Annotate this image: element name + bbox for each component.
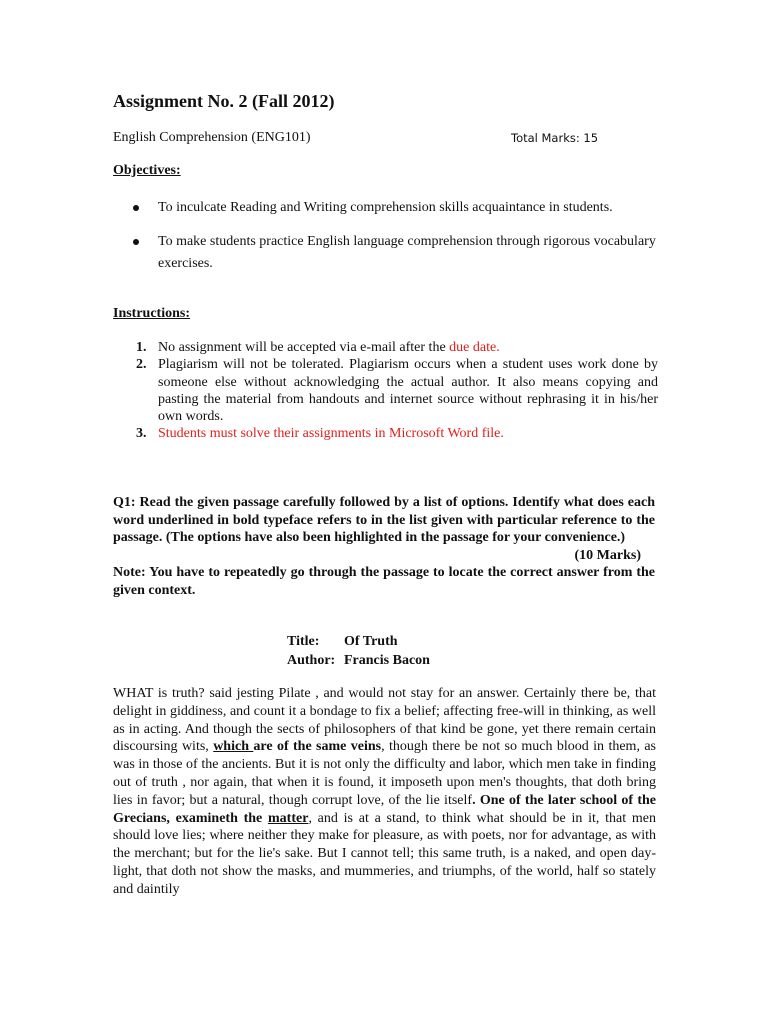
objectives-heading: Objectives:	[113, 163, 181, 178]
assignment-title: Assignment No. 2 (Fall 2012)	[113, 91, 335, 111]
bullet-icon	[133, 239, 139, 245]
instruction-item	[113, 339, 658, 356]
instructions-heading: Instructions:	[113, 306, 191, 321]
question-text: Q1: Read the given passage carefully followed by a list of options. Identify what does each word underlined in bold typeface refers to in the list given with particular reference to the passage. (The options have also been highlighted in the passage for your convenience.)	[113, 495, 655, 545]
instruction-text: No assignment will be accepted via e-mail after the	[158, 340, 450, 355]
title-label: Title:	[287, 634, 320, 649]
passage-paragraph	[113, 685, 656, 899]
passage-segment: WHAT is truth? said jesting Pilate , and would not stay for an answer. Certainly there be, that delight in giddiness, and count it a bondage to fix a belief; affecting free-will in thinking, as well as in acting. And though the sects of philosophers of that kind be gone, yet there remain certain discoursing wits,	[113, 686, 656, 755]
highlighted-option-grecians: . One of the later school of the Grecians, examineth the	[113, 792, 657, 826]
instruction-number: 2.	[136, 357, 147, 373]
course-name: English Comprehension (ENG101)	[113, 130, 311, 145]
bullet-icon	[133, 205, 139, 211]
instruction-item	[113, 425, 658, 442]
passage-segment: , and is at a stand, to think what should be in it, that men should love lies; where neither they make for pleasure, as with poets, nor for advantage, as with the merchant; but for the lie's sake. But I cannot tell; this same truth, is a naked, and open day-light, that doth not show the masks, and mummeries, and triumphs, of the world, half so stately and daintily	[113, 810, 656, 897]
author-value: Francis Bacon	[344, 653, 430, 668]
title-value: Of Truth	[344, 634, 398, 649]
instruction-number: 3.	[136, 426, 147, 442]
instruction-number: 1.	[136, 340, 147, 355]
instruction-text: Plagiarism will not be tolerated. Plagiarism occurs when a student uses work done by someone else without acknowledging the actual author. It also means copying and pasting the material from handouts and internet source without rephrasing it in his/her own words.	[158, 357, 658, 425]
author-label: Author:	[287, 653, 336, 668]
passage-segment: , though there be not so much blood in them, as was in those of the ancients. But it is not only the difficulty and labor, which men take in finding out of truth , nor again, that when it is found, it imposeth upon men's thoughts, that doth bring lies in favor; but a natural, though corrupt love, of the lie itself	[113, 739, 656, 808]
instruction-highlight: Students must solve their assignments in Microsoft Word file.	[158, 426, 504, 442]
passage-author	[287, 652, 430, 670]
instruction-highlight: due date.	[449, 340, 500, 355]
underlined-word-which: which	[213, 739, 254, 755]
question-1	[113, 494, 655, 599]
highlighted-option-veins: are of the same veins	[253, 739, 382, 755]
objective-text: To inculcate Reading and Writing comprehension skills acquaintance in students.	[158, 200, 613, 215]
question-note: Note: You have to repeatedly go through the passage to locate the correct answer from the given context.	[113, 565, 655, 598]
question-marks: (10 Marks)	[574, 547, 641, 563]
objective-item	[113, 231, 673, 275]
objectives-list	[113, 197, 673, 287]
objective-text: To make students practice English language comprehension through rigorous vocabulary exercises.	[158, 234, 656, 271]
total-marks: Total Marks: 15	[511, 131, 599, 145]
passage-title	[287, 633, 398, 651]
underlined-word-matter: matter	[268, 810, 309, 826]
passage-text	[113, 685, 656, 899]
instruction-item	[113, 356, 658, 425]
objective-item	[113, 197, 673, 219]
instructions-list	[113, 339, 658, 443]
